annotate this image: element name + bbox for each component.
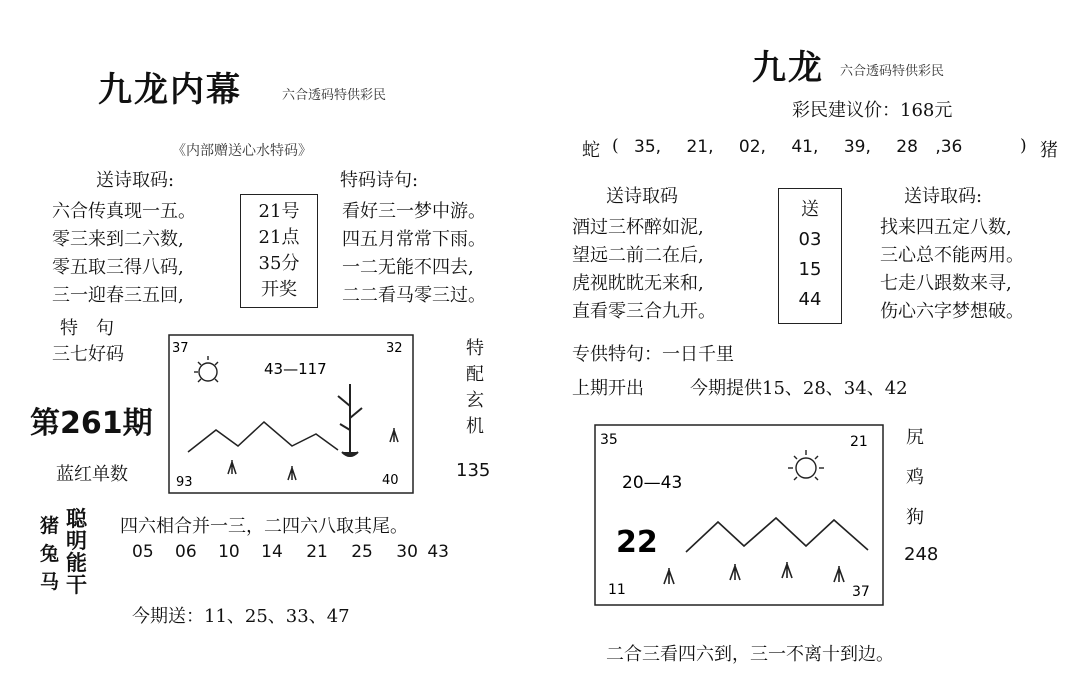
pic-corner-tr: 21 [850, 434, 868, 450]
poem-line: 七走八跟数来寻, [880, 273, 1012, 294]
smart-char: 干 [66, 572, 87, 597]
send-box-line: 44 [798, 289, 822, 310]
paren-close: ) [1020, 136, 1027, 156]
mountains-icon [188, 422, 338, 452]
pic-scribble: 20—43 [622, 473, 683, 493]
number-248: 248 [904, 544, 939, 565]
blue-red-odd: 蓝红单数 [56, 464, 128, 485]
box-line: 开奖 [261, 279, 297, 300]
grass-icon [664, 562, 844, 584]
last-issue-label: 上期开出 [572, 378, 644, 399]
poem-line: 三一迎春三五回, [52, 285, 184, 306]
send-box-line: 03 [798, 229, 822, 250]
special-mystic-vertical [466, 336, 484, 440]
right-poem-heading-right: 送诗取码: [904, 186, 983, 207]
issue-number: 第261期 [30, 406, 153, 441]
pic-scribble: 43—117 [264, 360, 327, 378]
pig-label: 猪 [1040, 140, 1058, 161]
smart-column [66, 508, 87, 596]
pic-corner-br: 37 [852, 584, 870, 600]
left-hint-picture [168, 334, 414, 494]
good-code: 三七好码 [52, 344, 124, 365]
snake-label: 蛇 [582, 140, 600, 161]
smart-char: 聪 [66, 506, 87, 531]
vertical-char: 特 [466, 338, 484, 359]
right-subtitle: 六合透码特供彩民 [840, 64, 945, 79]
code-number: ,36 [935, 137, 963, 157]
zodiac-char: 鸡 [906, 467, 924, 488]
pic-corner-tl: 37 [172, 341, 189, 356]
lucky-number: 30 [396, 542, 418, 562]
left-title: 九龙内幕 [98, 70, 242, 110]
special-heading: 特码诗句: [340, 170, 419, 191]
number-row [132, 542, 449, 562]
box-line: 21号 [258, 201, 300, 222]
suggested-price: 彩民建议价：168元 [792, 100, 953, 121]
poem-line: 找来四五定八数, [880, 217, 1012, 238]
smart-char: 明 [66, 528, 87, 553]
animal-char: 猪 [40, 515, 60, 537]
lucky-number: 10 [218, 542, 240, 562]
vertical-char: 机 [466, 416, 484, 437]
pic-corner-tr: 32 [386, 341, 403, 356]
pic-corner-br: 40 [382, 473, 399, 488]
code-number: 39, [843, 137, 871, 157]
smart-char: 能 [66, 550, 87, 575]
pic-corner-bl: 93 [176, 475, 193, 490]
zodiac-vertical [906, 418, 924, 538]
code-row [634, 137, 962, 157]
pic-corner-tl: 35 [600, 432, 618, 448]
poem-line: 伤心六字梦想破。 [880, 301, 1024, 322]
code-number: 41, [791, 137, 819, 157]
poem-line: 虎视眈眈无来和, [572, 273, 704, 294]
combine-line: 四六相合并一三，二四六八取其尾。 [120, 516, 408, 537]
animal-char: 马 [40, 571, 60, 593]
number-135: 135 [456, 460, 491, 481]
box-line: 35分 [258, 253, 300, 274]
poem-line: 直看零三合九开。 [572, 301, 716, 322]
special-poem-line: 四五月常常下雨。 [342, 229, 486, 250]
poem-line: 酒过三杯醉如泥, [572, 217, 704, 238]
poem-line: 望远二前二在后, [572, 245, 704, 266]
footer-line: 二合三看四六到，三一不离十到边。 [606, 644, 894, 665]
special-poem-line: 看好三一梦中游。 [342, 201, 486, 222]
today-send: 今期送：11、25、33、47 [132, 606, 350, 627]
offer-line: 今期提供15、28、34、42 [690, 378, 908, 399]
poem-line: 三心总不能两用。 [880, 245, 1024, 266]
poem-heading: 送诗取码: [96, 170, 175, 191]
special-sentence-label: 特 句 [60, 318, 114, 339]
code-number: 35, [634, 137, 662, 157]
lucky-number: 14 [261, 542, 283, 562]
right-poem-left [572, 214, 716, 326]
code-number: 28 [896, 137, 918, 157]
animals-column [40, 512, 59, 596]
right-poem-heading-left: 送诗取码 [606, 186, 678, 207]
gift-line: 《内部赠送心水特码》 [172, 143, 312, 159]
poem-line: 零三来到二六数, [52, 229, 184, 250]
lucky-number: 05 [132, 542, 154, 562]
special-poem-line: 二二看马零三过。 [342, 285, 486, 306]
special-sentence: 专供特句：一日千里 [572, 344, 734, 365]
draw-time-box [240, 194, 318, 308]
sun-icon [194, 356, 218, 382]
code-number: 02, [738, 137, 766, 157]
poem-block [52, 198, 196, 310]
right-hint-picture [594, 424, 884, 606]
mountains-icon [686, 518, 868, 552]
right-title: 九龙 [752, 48, 824, 88]
pic-corner-bl: 11 [608, 582, 626, 598]
send-box-line: 15 [798, 259, 822, 280]
paren-open: ( [612, 136, 619, 156]
code-number: 21, [686, 137, 714, 157]
lucky-number: 25 [351, 542, 373, 562]
poem-line: 零五取三得八码, [52, 257, 184, 278]
zodiac-char: 尻 [906, 427, 924, 448]
tree-icon [338, 384, 362, 456]
animal-char: 兔 [40, 543, 60, 565]
send-box [778, 188, 842, 324]
lucky-number: 21 [306, 542, 328, 562]
pic-big-number: 22 [616, 525, 658, 560]
zodiac-char: 狗 [906, 507, 924, 528]
sun-icon [788, 450, 824, 480]
vertical-char: 玄 [466, 390, 484, 411]
send-box-line: 送 [801, 199, 819, 220]
left-subtitle: 六合透码特供彩民 [282, 88, 387, 103]
box-line: 21点 [258, 227, 300, 248]
right-poem-right [880, 214, 1024, 326]
lucky-number: 06 [175, 542, 197, 562]
lucky-number: 43 [427, 542, 449, 562]
special-poem-block [342, 198, 486, 310]
vertical-char: 配 [466, 364, 484, 385]
poem-line: 六合传真现一五。 [52, 201, 196, 222]
special-poem-line: 一二无能不四去, [342, 257, 474, 278]
